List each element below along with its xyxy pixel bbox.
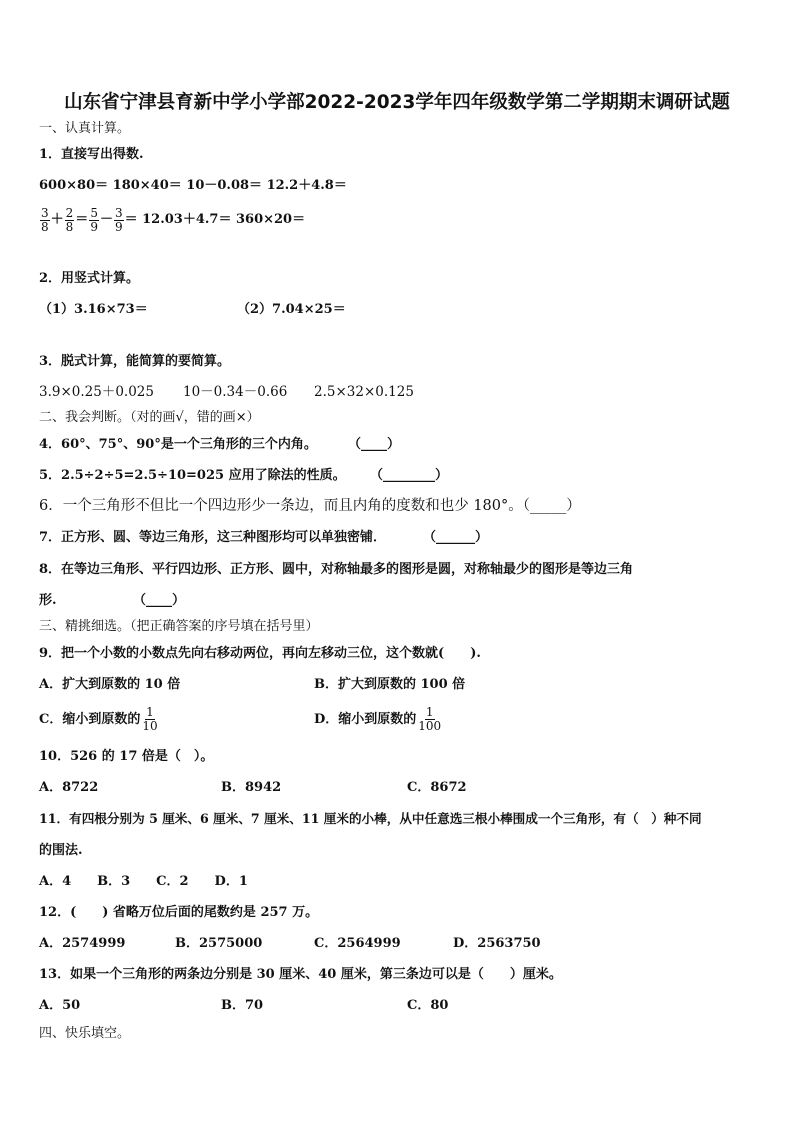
question-3b: 10－0.34－0.66 <box>183 384 288 400</box>
denominator: 8 <box>41 219 49 234</box>
question-8-line-2: 形. <box>39 593 57 608</box>
question-8-line-1: 8．在等边三角形、平行四边形、正方形、圆中，对称轴最多的图形是圆，对称轴最少的图形是等边三角 <box>39 562 634 577</box>
question-13-option-c[interactable]: C．80 <box>407 998 449 1013</box>
question-10: 10．526 的 17 倍是（ ）。 <box>39 749 214 764</box>
denominator: 9 <box>114 219 123 234</box>
plus-sign: ＋ <box>50 212 64 227</box>
question-13-option-b[interactable]: B．70 <box>221 998 264 1013</box>
question-8-answer-blank[interactable]: （____） <box>133 593 186 608</box>
question-9-option-c[interactable] <box>39 702 160 738</box>
section-3-heading: 三、精挑细选。（把正确答案的序号填在括号里） <box>39 619 319 634</box>
question-4: 4．60°、75°、90°是一个三角形的三个内角。 <box>39 437 317 452</box>
section-1-heading: 一、认真计算。 <box>39 121 131 136</box>
section-2-heading: 二、我会判断。（对的画√，错的画×） <box>39 410 260 425</box>
question-9: 9．把一个小数的小数点先向右移动两位，再向左移动三位，这个数就( ). <box>39 646 481 661</box>
question-11-line-1: 11．有四根分别为 5 厘米、6 厘米、7 厘米、11 厘米的小棒，从中任意选三根小棒围成一个三角形，有（ ）种不同 <box>39 811 702 826</box>
question-13: 13．如果一个三角形的两条边分别是 30 厘米、40 厘米，第三条边可以是（ ）厘米。 <box>39 967 562 982</box>
fraction <box>114 207 124 234</box>
denominator: 9 <box>90 219 98 234</box>
option-d-text: D．缩小到原数的 <box>314 712 417 727</box>
question-9-option-a[interactable]: A．扩大到原数的 10 倍 <box>39 677 181 692</box>
question-10-option-a[interactable]: A．8722 <box>39 780 99 795</box>
fraction <box>417 706 442 733</box>
question-2b: （2）7.04×25＝ <box>237 302 346 317</box>
question-1-label: 1．直接写出得数. <box>39 147 144 162</box>
question-1-row-1: 600×80＝ 180×40＝ 10－0.08＝ 12.2＋4.8＝ <box>39 178 347 193</box>
denominator: 8 <box>65 219 74 234</box>
question-1-row-2 <box>39 206 305 235</box>
question-12-option-b[interactable]: B．2575000 <box>175 936 263 951</box>
numerator: 3 <box>114 205 123 220</box>
question-12-option-d[interactable]: D．2563750 <box>453 936 541 951</box>
numerator: 1 <box>425 705 434 719</box>
numerator: 1 <box>146 705 154 719</box>
question-13-option-a[interactable]: A．50 <box>39 998 81 1013</box>
section-4-heading: 四、快乐填空。 <box>39 1026 131 1041</box>
question-7-answer-blank[interactable]: （______） <box>423 530 489 545</box>
question-3-label: 3．脱式计算，能简算的要简算。 <box>39 354 231 369</box>
option-c-text: C．缩小到原数的 <box>39 712 141 727</box>
minus-sign: － <box>99 212 113 227</box>
numerator: 3 <box>41 205 49 220</box>
question-12-option-a[interactable]: A．2574999 <box>39 936 126 951</box>
question-4-answer-blank[interactable]: （____） <box>348 437 401 452</box>
denominator: 100 <box>418 719 442 733</box>
fraction <box>40 207 50 234</box>
question-12-option-c[interactable]: C．2564999 <box>314 936 401 951</box>
question-10-option-c[interactable]: C．8672 <box>407 780 467 795</box>
numerator: 5 <box>90 205 98 220</box>
question-5-answer-blank[interactable]: （________） <box>370 468 449 483</box>
question-10-option-b[interactable]: B．8942 <box>221 780 282 795</box>
question-9-option-b[interactable]: B．扩大到原数的 100 倍 <box>314 677 466 692</box>
question-3c: 2.5×32×0.125 <box>314 384 414 400</box>
question-2a: （1）3.16×73＝ <box>39 302 148 317</box>
fraction <box>141 706 158 733</box>
question-12: 12．( ) 省略万位后面的尾数约是 257 万。 <box>39 905 319 920</box>
question-5: 5．2.5÷2÷5=2.5÷10=025 应用了除法的性质。 <box>39 468 346 483</box>
question-9-option-d[interactable] <box>314 702 443 738</box>
question-3a: 3.9×0.25＋0.025 <box>39 384 154 400</box>
fraction <box>89 207 99 234</box>
question-11-options[interactable]: A．4 B．3 C．2 D．1 <box>39 874 248 889</box>
question-11-line-2: 的围法. <box>39 843 83 858</box>
equals-sign: ＝ <box>75 212 89 227</box>
numerator: 2 <box>65 205 74 220</box>
question-2-label: 2．用竖式计算。 <box>39 271 140 286</box>
fraction <box>65 207 75 234</box>
question-6: 6．一个三角形不但比一个四边形少一条边，而且内角的度数和也少 180°。（_____） <box>39 498 581 514</box>
equation-rest: ＝ 12.03＋4.7＝ 360×20＝ <box>124 212 306 227</box>
denominator: 10 <box>142 719 158 733</box>
question-7: 7．正方形、圆、等边三角形，这三种图形均可以单独密铺． <box>39 530 387 545</box>
page-title: 山东省宁津县育新中学小学部2022-2023学年四年级数学第二学期期末调研试题 <box>64 92 730 113</box>
